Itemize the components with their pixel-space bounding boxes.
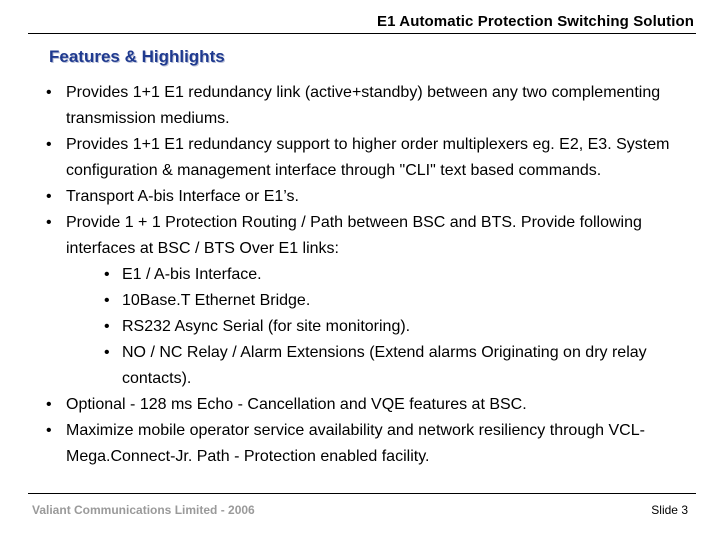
bullet-item (44, 184, 704, 210)
sub-bullet-item (102, 288, 704, 314)
slide-number: Slide 3 (651, 503, 688, 517)
bullet-dot-icon: • (46, 396, 52, 413)
bullet-item (44, 132, 704, 184)
bullet-list (44, 80, 704, 470)
bullet-dot-icon: • (46, 188, 52, 205)
sub-bullet-text: RS232 Async Serial (for site monitoring). (122, 318, 411, 335)
bullet-item (44, 392, 704, 418)
sub-bullet-item (102, 340, 704, 392)
bullet-dot-icon: • (46, 214, 52, 231)
sub-bullet-text: E1 / A-bis Interface. (122, 266, 262, 283)
sub-bullet-text: NO / NC Relay / Alarm Extensions (Extend alarms Originating on dry relay contacts). (122, 344, 647, 387)
bullet-text: Maximize mobile operator service availability and network resiliency through VCL-Mega.Connect-Jr. Path - Protection enabled facility. (66, 422, 645, 465)
header-title: E1 Automatic Protection Switching Solution (377, 13, 694, 30)
bullet-text: Provides 1+1 E1 redundancy support to higher order multiplexers eg. E2, E3. System configuration & management interface through "CLI" text based commands. (66, 136, 670, 179)
bullet-item (44, 210, 704, 392)
bullet-item (44, 80, 704, 132)
footer-company: Valiant Communications Limited - 2006 (32, 503, 255, 517)
footer-divider (28, 493, 696, 494)
bullet-text: Transport A-bis Interface or E1’s. (66, 188, 299, 205)
bullet-dot-icon: • (104, 344, 110, 361)
sub-bullet-list (66, 262, 704, 392)
bullet-item (44, 418, 704, 470)
sub-bullet-item (102, 314, 704, 340)
bullet-dot-icon: • (104, 266, 110, 283)
header-divider (28, 33, 696, 34)
sub-bullet-text: 10Base.T Ethernet Bridge. (122, 292, 311, 309)
bullet-dot-icon: • (46, 422, 52, 439)
bullet-text: Provide 1 + 1 Protection Routing / Path between BSC and BTS. Provide following interfaces at BSC / BTS Over E1 links: (66, 214, 642, 257)
sub-bullet-item (102, 262, 704, 288)
bullet-dot-icon: • (46, 84, 52, 101)
bullet-text: Optional - 128 ms Echo - Cancellation and VQE features at BSC. (66, 396, 527, 413)
bullet-dot-icon: • (104, 292, 110, 309)
bullet-dot-icon: • (46, 136, 52, 153)
slide-heading: Features & Highlights (49, 47, 225, 66)
bullet-text: Provides 1+1 E1 redundancy link (active+standby) between any two complementing transmission mediums. (66, 84, 661, 127)
bullet-dot-icon: • (104, 318, 110, 335)
